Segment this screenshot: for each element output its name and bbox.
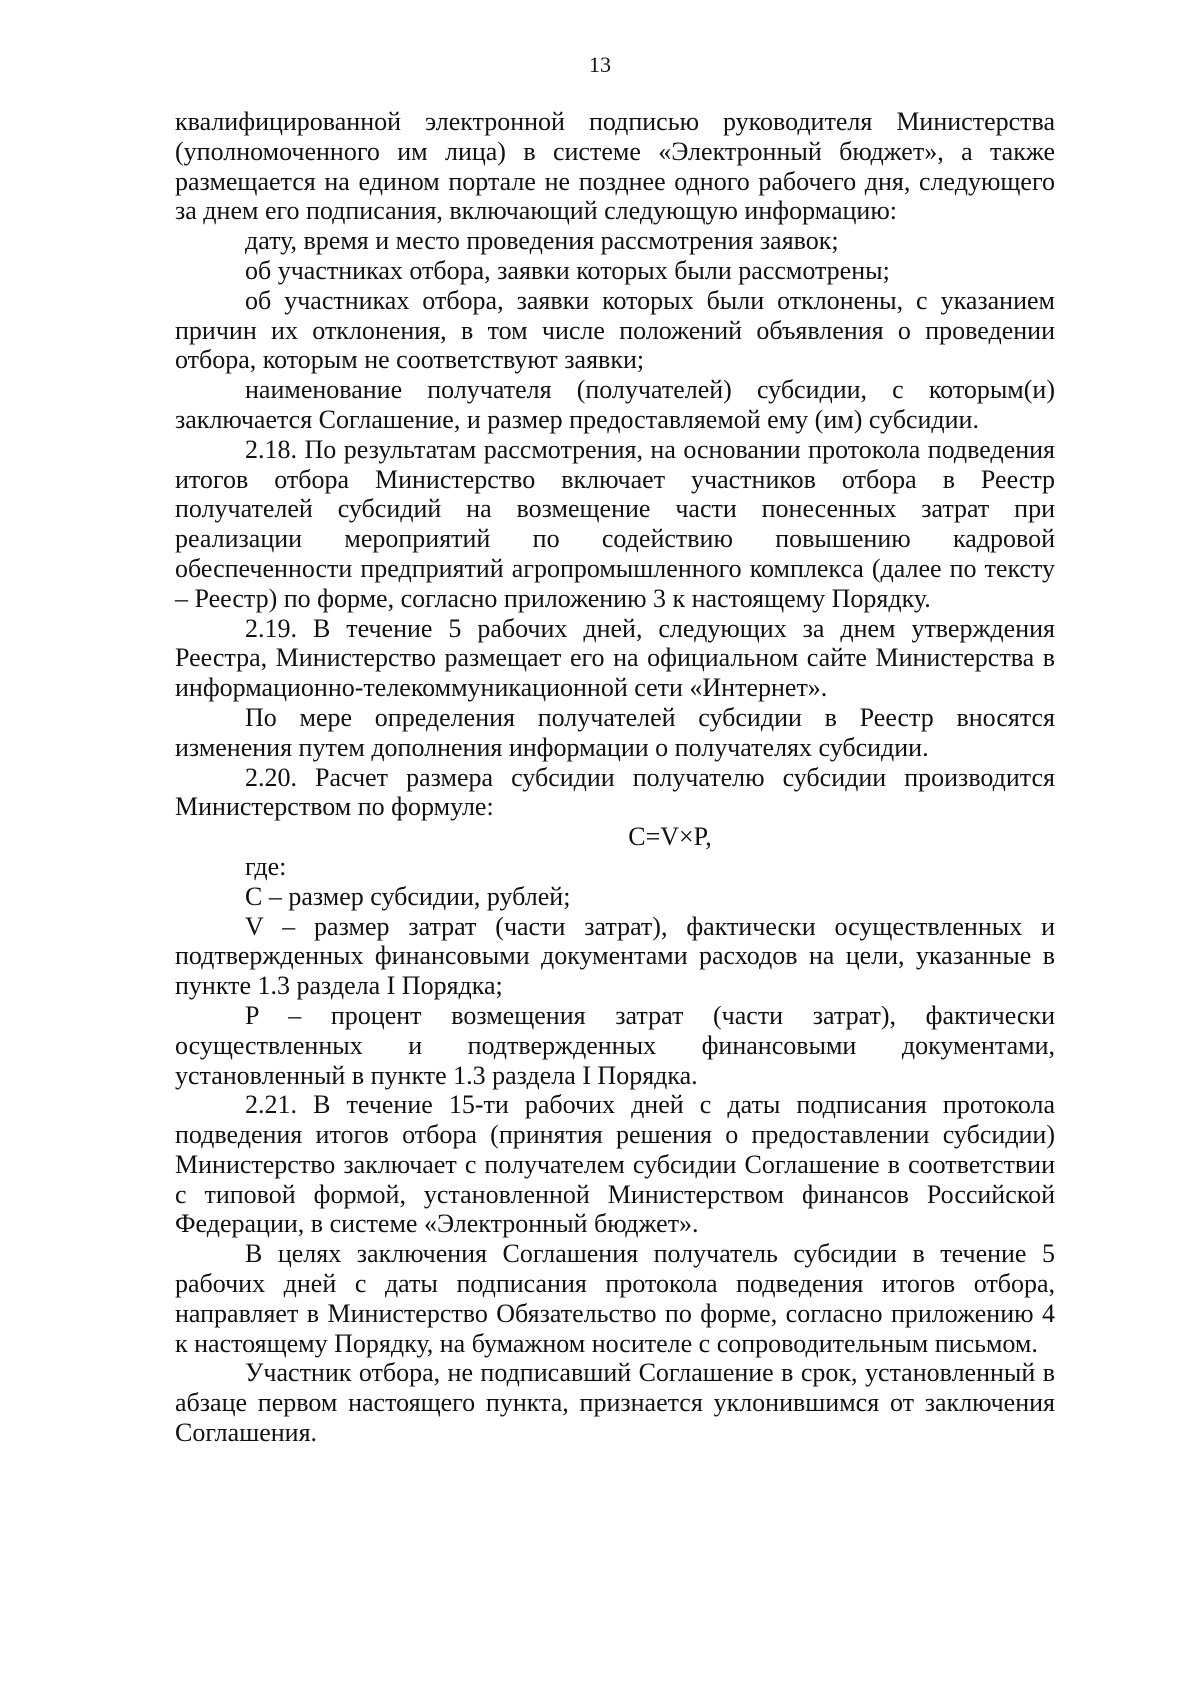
page-number: 13	[589, 52, 611, 77]
paragraph-evasion: Участник отбора, не подписавший Соглашение в срок, установленный в абзаце первом настоящего пункта, признается уклонившимся от заключения Соглашения.	[175, 1358, 1055, 1448]
paragraph-review-date: дату, время и место проведения рассмотрения заявок;	[245, 226, 839, 256]
paragraph-recipient-name: наименование получателя (получателей) субсидии, с которым(и) заключается Соглашение, и размер предоставляемой ему (им) субсидии.	[175, 375, 1055, 434]
paragraph-2-20: 2.20. Расчет размера субсидии получателю субсидии производится Министерством по формуле:	[175, 762, 1055, 822]
paragraph-reviewed-participants: об участниках отбора, заявки которых были рассмотрены;	[245, 255, 890, 285]
paragraph-2-21: 2.21. В течение 15-ти рабочих дней с даты подписания протокола подведения итогов отбора (принятия решения о предоставлении субсидии) Министерство заключает с получателем субсидии Соглашение в соответствии с типовой формой, установленной Министерством финансов Российской Федерации, в системе «Электронный бюджет».	[175, 1090, 1055, 1239]
formula-definition-c: C – размер субсидии, рублей;	[245, 881, 571, 911]
document-body	[175, 107, 1055, 1448]
paragraph-rejected-participants: об участниках отбора, заявки которых были отклонены, с указанием причин их отклонения, в том числе положений объявления о проведении отбора, которым не соответствуют заявки;	[175, 285, 1055, 375]
subsidy-formula: C=V×P,	[628, 822, 712, 852]
paragraph-2-19: 2.19. В течение 5 рабочих дней, следующих за днем утверждения Реестра, Министерство размещает его на официальном сайте Министерства в информационно-телекоммуникационной сети «Интернет».	[175, 613, 1055, 703]
paragraph-2-18: 2.18. По результатам рассмотрения, на основании протокола подведения итогов отбора Министерство включает участников отбора в Реестр получателей субсидий на возмещение части понесенных затрат при реализации мероприятий по содействию повышению кадровой обеспеченности предприятий агропромышленного комплекса (далее по тексту – Реестр) по форме, согласно приложению 3 к настоящему Порядку.	[175, 434, 1055, 613]
paragraph-protocol-signature: квалифицированной электронной подписью руководителя Министерства (уполномоченного им лица) в системе «Электронный бюджет», а также размещается на едином портале не позднее одного рабочего дня, следующего за днем его подписания, включающий следующую информацию:	[175, 107, 1055, 226]
formula-where: где:	[245, 851, 287, 881]
paragraph-agreement-obligation: В целях заключения Соглашения получатель субсидии в течение 5 рабочих дней с даты подписания протокола подведения итогов отбора, направляет в Министерство Обязательство по форме, согласно приложению 4 к настоящему Порядку, на бумажном носителе с сопроводительным письмом.	[175, 1239, 1055, 1358]
paragraph-registry-updates: По мере определения получателей субсидии в Реестр вносятся изменения путем дополнения информации о получателях субсидии.	[175, 702, 1055, 762]
formula-definition-v: V – размер затрат (части затрат), фактически осуществленных и подтвержденных финансовыми документами расходов на цели, указанные в пункте 1.3 раздела I Порядка;	[175, 911, 1055, 1001]
formula-definition-p: P – процент возмещения затрат (части затрат), фактически осуществленных и подтвержденных финансовыми документами, установленный в пункте 1.3 раздела I Порядка.	[175, 1000, 1055, 1090]
